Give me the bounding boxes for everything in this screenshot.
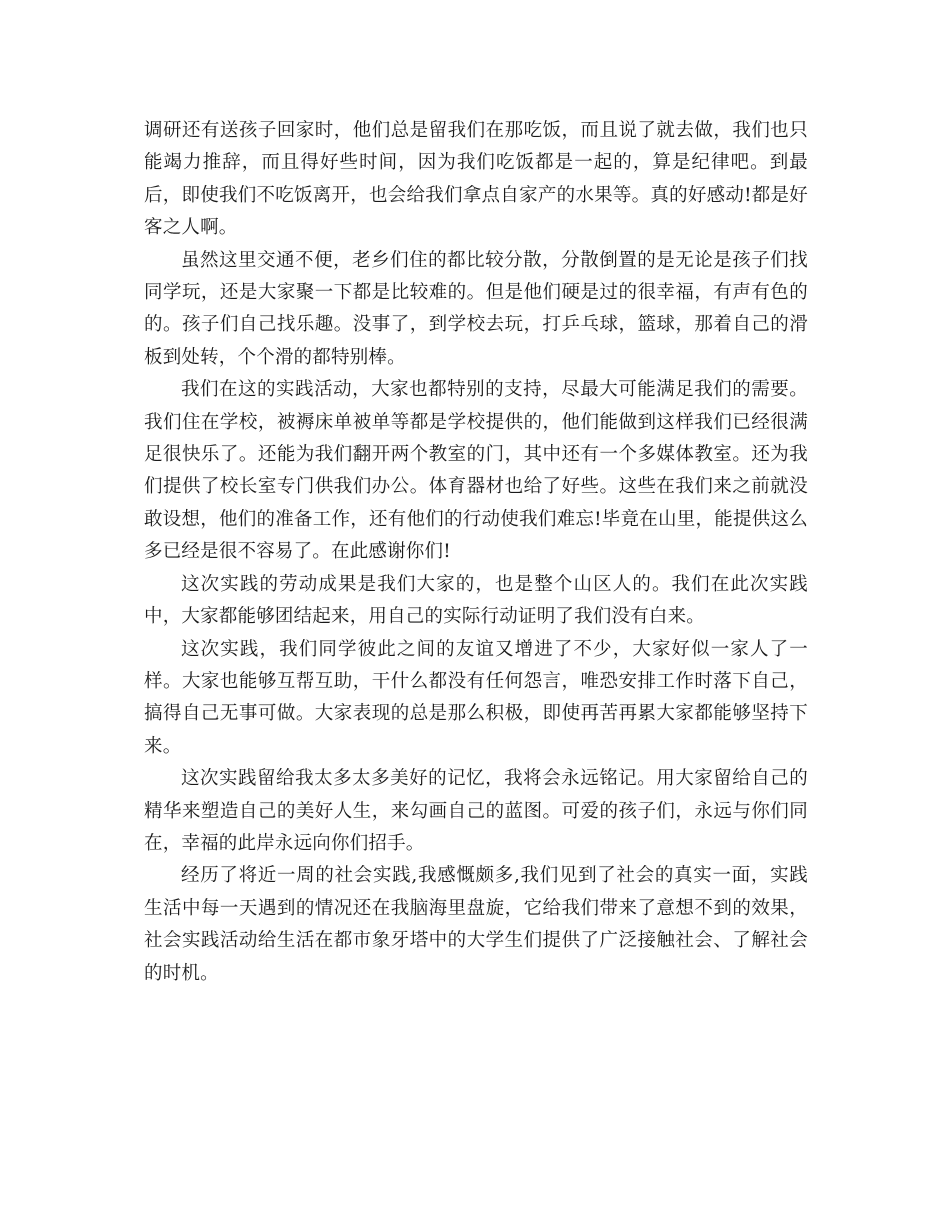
document-body (144, 115, 808, 990)
paragraph-7: 经历了将近一周的社会实践,我感慨颇多,我们见到了社会的真实一面，实践生活中每一天遇到的情况还在我脑海里盘旋，它给我们带来了意想不到的效果，社会实践活动给生活在都市象牙塔中的大学生们提供了广泛接触社会、了解社会的时机。 (144, 865, 808, 984)
paragraph-4: 这次实践的劳动成果是我们大家的，也是整个山区人的。我们在此次实践中，大家都能够团结起来，用自己的实际行动证明了我们没有白来。 (144, 573, 808, 628)
paragraph-3: 我们在这的实践活动，大家也都特别的支持，尽最大可能满足我们的需要。我们住在学校，被褥床单被单等都是学校提供的，他们能做到这样我们已经很满足很快乐了。还能为我们翻开两个教室的门，其中还有一个多媒体教室。还为我们提供了校长室专门供我们办公。体育器材也给了好些。这些在我们来之前就没敢设想，他们的准备工作，还有他们的行动使我们难忘!毕竟在山里，能提供这么多已经是很不容易了。在此感谢你们! (144, 379, 808, 563)
paragraph-1: 调研还有送孩子回家时，他们总是留我们在那吃饭，而且说了就去做，我们也只能竭力推辞，而且得好些时间，因为我们吃饭都是一起的，算是纪律吧。到最后，即使我们不吃饭离开，也会给我们拿点自家产的水果等。真的好感动!都是好客之人啊。 (144, 120, 808, 239)
paragraph-5: 这次实践，我们同学彼此之间的友谊又增进了不少，大家好似一家人了一样。大家也能够互帮互助，干什么都没有任何怨言，唯恐安排工作时落下自己，搞得自己无事可做。大家表现的总是那么积极，即使再苦再累大家都能够坚持下来。 (144, 638, 808, 757)
paragraph-6: 这次实践留给我太多太多美好的记忆，我将会永远铭记。用大家留给自己的精华来塑造自己的美好人生，来勾画自己的蓝图。可爱的孩子们，永远与你们同在，幸福的此岸永远向你们招手。 (144, 768, 808, 854)
paragraph-2: 虽然这里交通不便，老乡们住的都比较分散，分散倒置的是无论是孩子们找同学玩，还是大家聚一下都是比较难的。但是他们硬是过的很幸福，有声有色的的。孩子们自己找乐趣。没事了，到学校去玩，打乒乓球，篮球，那着自己的滑板到处转，个个滑的都特别棒。 (144, 249, 808, 368)
